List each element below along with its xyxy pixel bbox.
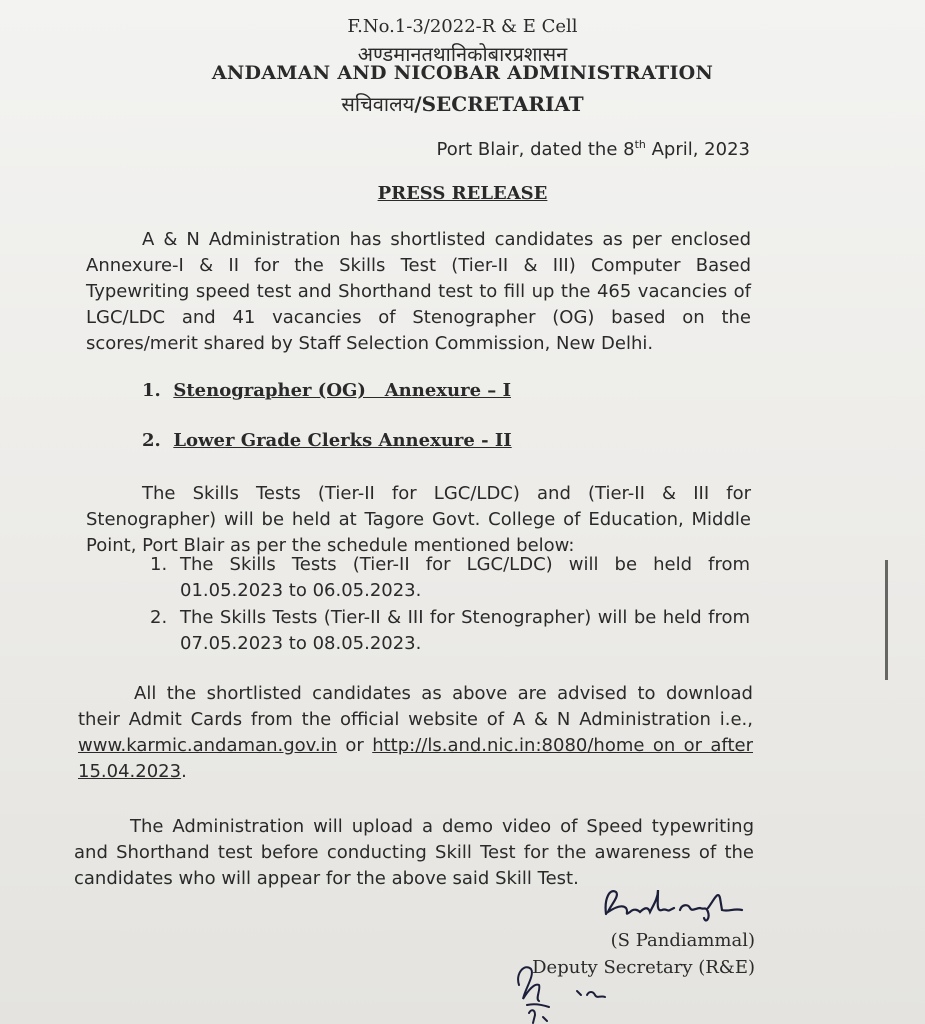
annexure-number: 1. — [142, 380, 161, 401]
schedule-text: The Skills Tests (Tier-II & III for Stenographer) will be held from 07.05.2023 to 08.05.2023. — [180, 607, 750, 654]
signatory-designation: Deputy Secretary (R&E) — [532, 957, 755, 978]
schedule-number: 1. — [150, 554, 168, 575]
hindi-administration-name: अण्डमानतथानिकोबारप्रशासन — [357, 42, 568, 66]
release-date — [436, 138, 750, 160]
admit-card-text: All the shortlisted candidates as above are advised to download their Admit Cards from the official website of A & N Administration i.e., — [78, 683, 753, 730]
date-suffix: April, 2023 — [645, 139, 750, 160]
date-prefix: Port Blair, dated the 8 — [436, 139, 635, 160]
administration-name: ANDAMAN AND NICOBAR ADMINISTRATION — [211, 62, 714, 84]
schedule-item-2 — [150, 605, 750, 657]
secretariat-heading — [0, 90, 925, 117]
initials-mark — [505, 955, 625, 1024]
annexure-item-clerks — [142, 430, 512, 451]
or-text: or — [337, 735, 373, 756]
secretariat-hindi: सचिवालय — [341, 92, 415, 116]
paragraph-venue: The Skills Tests (Tier-II for LGC/LDC) and (Tier-II & III for Stenographer) will be held at Tagore Govt. College of Education, Middle Point, Port Blair as per the schedule mentioned below: — [86, 483, 751, 556]
schedule-item-1 — [150, 552, 750, 604]
date-ordinal: th — [634, 138, 646, 151]
schedule-text: The Skills Tests (Tier-II for LGC/LDC) will be held from 01.05.2023 to 06.05.2023. — [180, 554, 750, 601]
paragraph-admit-cards — [78, 681, 753, 785]
annexure-number: 2. — [142, 430, 161, 451]
signature-image — [596, 878, 776, 928]
annexure-label: Lower Grade Clerks Annexure - II — [173, 430, 512, 451]
karmic-website-link[interactable]: www.karmic.andaman.gov.in — [78, 735, 338, 756]
document-title: PRESS RELEASE — [377, 183, 548, 204]
schedule-number: 2. — [150, 607, 168, 628]
signatory-name: (S Pandiammal) — [610, 930, 755, 951]
annexure-label: Stenographer (OG) Annexure – I — [173, 380, 511, 401]
page-edge-mark — [885, 560, 888, 680]
file-number: F.No.1-3/2022-R & E Cell — [347, 16, 578, 37]
secretariat-separator: / — [414, 92, 422, 116]
nic-website-link[interactable]: http://ls.and.nic.in:8080/home on or after 15.04.2023 — [78, 735, 753, 782]
paragraph-demo-video: The Administration will upload a demo video of Speed typewriting and Shorthand test before conducting Skill Test for the awareness of the candidates who will appear for the above said Skill Test. — [74, 816, 754, 889]
paragraph-shortlisting: A & N Administration has shortlisted candidates as per enclosed Annexure-I & II for the Skills Test (Tier-II & III) Computer Based Typewriting speed test and Shorthand test to fill up the 465 vacancies of LGC/LDC and 41 vacancies of Stenographer (OG) based on the scores/merit shared by Staff Selection Commission, New Delhi. — [86, 229, 751, 354]
paragraph-end: . — [181, 761, 187, 782]
annexure-item-stenographer — [142, 380, 511, 401]
secretariat-english: SECRETARIAT — [421, 92, 584, 116]
